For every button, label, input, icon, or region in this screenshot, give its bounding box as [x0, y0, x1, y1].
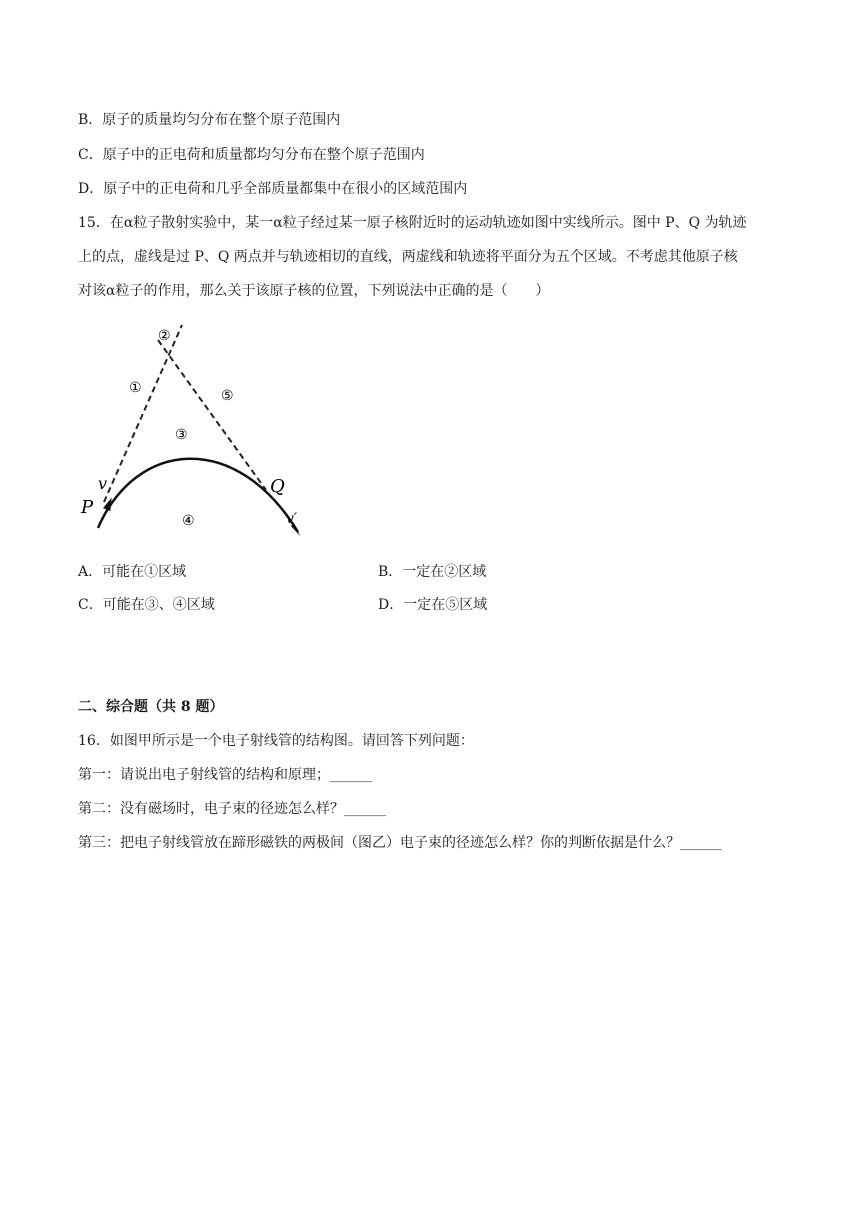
q15-option-a: A．可能在①区域: [78, 564, 187, 580]
point-q-label: Q: [270, 476, 285, 497]
section-2-heading: 二、综合题（共 8 题）: [78, 699, 224, 715]
option-d-prev: D．原子中的正电荷和几乎全部质量都集中在很小的区域范围内: [78, 181, 468, 197]
q15-option-d: D．一定在⑤区域: [378, 597, 488, 613]
q15-option-b: B．一定在②区域: [378, 564, 487, 580]
q15-stem-line1: 15．在α粒子散射实验中，某一α粒子经过某一原子核附近时的运动轨迹如图中实线所示。图中 P、Q 为轨迹: [78, 215, 747, 231]
q16-intro: 16．如图甲所示是一个电子射线管的结构图。请回答下列问题：: [78, 733, 474, 749]
velocity-v-prime-label: v′: [286, 511, 298, 527]
tangent-line-p: [104, 325, 182, 502]
trajectory-curve: [98, 459, 298, 532]
q15-option-c: C．可能在③、④区域: [78, 597, 215, 613]
q16-part-2: 第二：没有磁场时，电子束的径迹怎么样？______: [78, 801, 386, 817]
q15-stem-line2: 上的点，虚线是过 P、Q 两点并与轨迹相切的直线，两虚线和轨迹将平面分为五个区域。不考虑其他原子核: [78, 249, 738, 265]
alpha-scattering-figure: [76, 320, 316, 545]
tangent-line-q: [158, 340, 266, 490]
region-5-label: ⑤: [221, 388, 234, 404]
option-c-prev: C．原子中的正电荷和质量都均匀分布在整个原子范围内: [78, 147, 425, 163]
region-3-label: ③: [175, 427, 188, 443]
region-1-label: ①: [129, 380, 142, 396]
region-4-label: ④: [182, 513, 195, 529]
velocity-v-label: v: [98, 474, 108, 493]
q16-part-3: 第三：把电子射线管放在蹄形磁铁的两极间（图乙）电子束的径迹怎么样？你的判断依据是什么？______: [78, 835, 722, 851]
q15-stem-line3: 对该α粒子的作用，那么关于该原子核的位置，下列说法中正确的是（ ）: [78, 283, 550, 299]
option-b-prev: B．原子的质量均匀分布在整个原子范围内: [78, 112, 341, 128]
q16-part-1: 第一：请说出电子射线管的结构和原理；______: [78, 767, 372, 783]
region-2-label: ②: [158, 328, 171, 344]
point-p-label: P: [81, 497, 94, 518]
